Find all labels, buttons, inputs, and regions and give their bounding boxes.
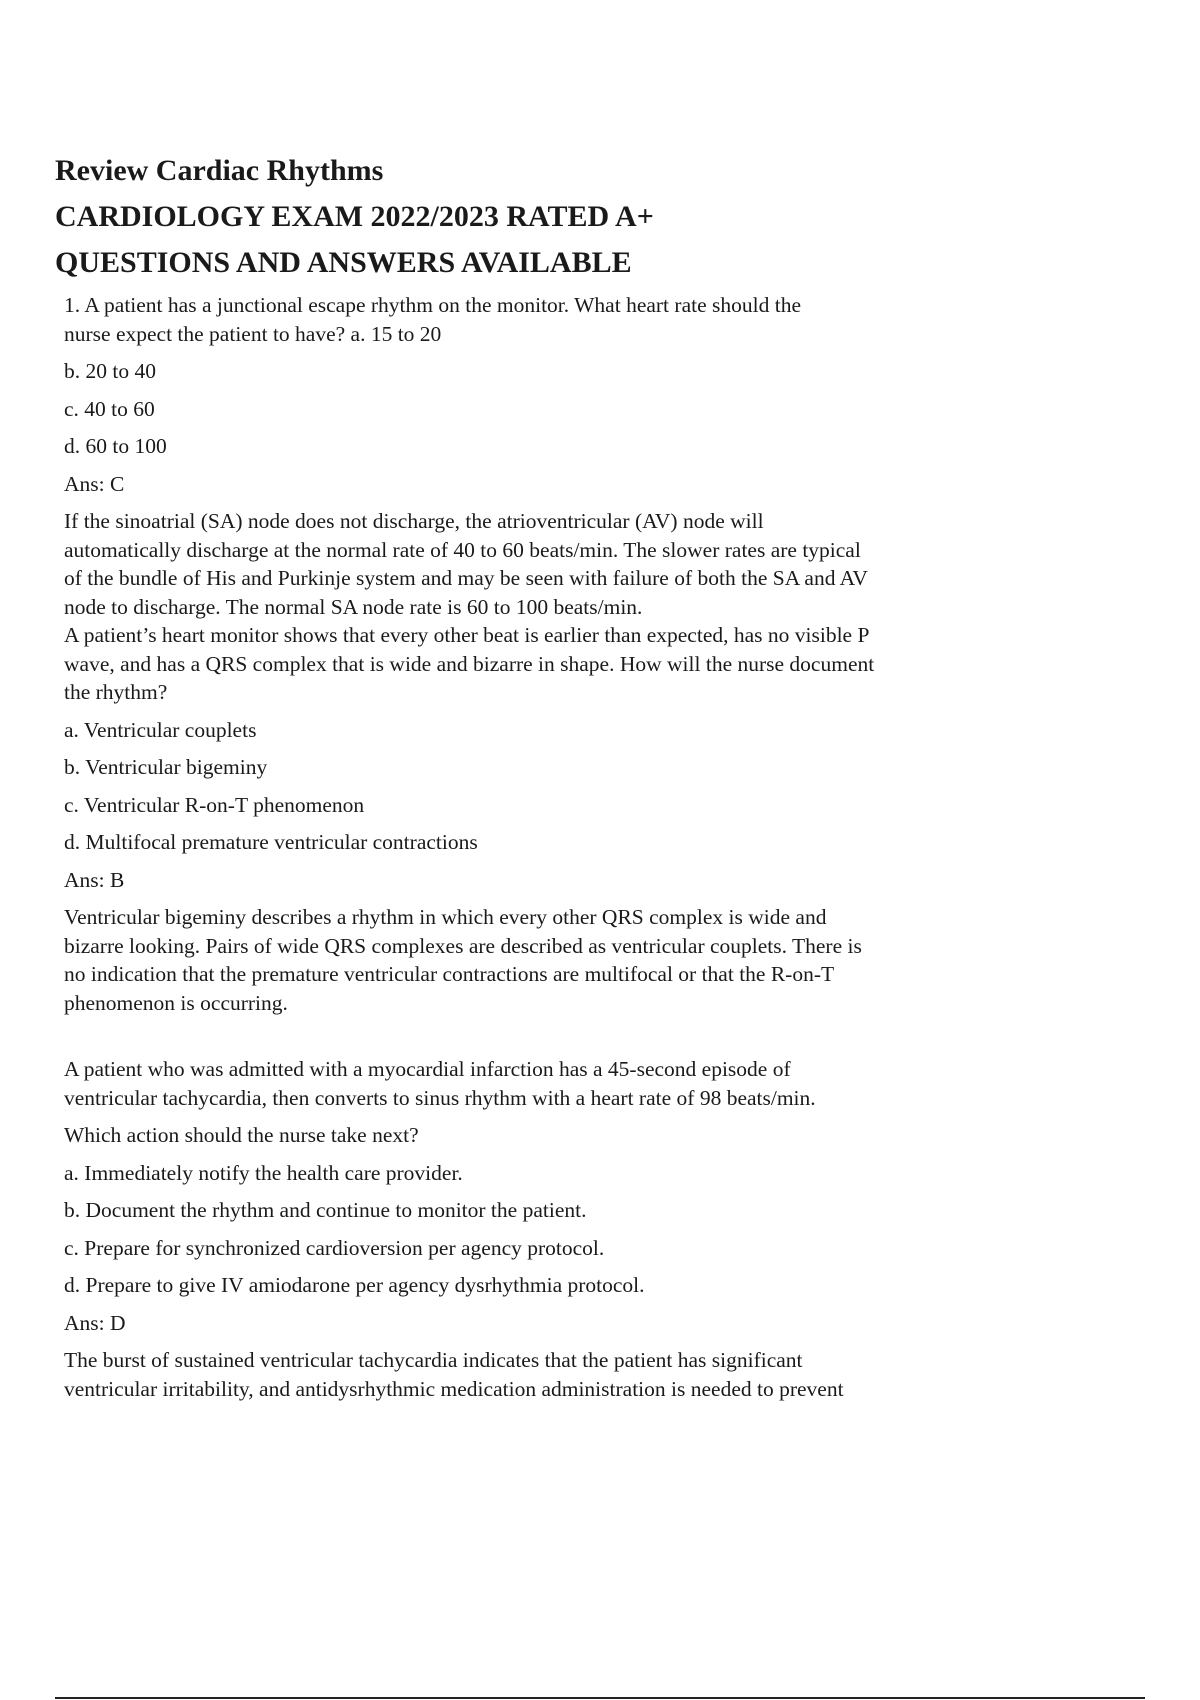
title-line-2: CARDIOLOGY EXAM 2022/2023 RATED A+	[55, 200, 654, 233]
q1-option-b: b. 20 to 40	[64, 359, 156, 383]
q1-rationale-line-1: If the sinoatrial (SA) node does not discharge, the atrioventricular (AV) node will	[64, 509, 764, 533]
q2-rationale-line-4: phenomenon is occurring.	[64, 990, 288, 1015]
q2-stem-line-1: A patient’s heart monitor shows that every other beat is earlier than expected, has no visible P	[64, 623, 870, 647]
q1-option-c: c. 40 to 60	[64, 396, 155, 421]
q2-rationale-line-3: no indication that the premature ventricular contractions are multifocal or that the R-on-T	[64, 962, 835, 986]
q3-stem-line-1: A patient who was admitted with a myocardial infarction has a 45-second episode of	[64, 1057, 791, 1081]
q3-answer: Ans: D	[64, 1310, 126, 1335]
q1-rationale-line-2: automatically discharge at the normal rate of 40 to 60 beats/min. The slower rates are typical	[64, 537, 861, 562]
q3-option-c: c. Prepare for synchronized cardioversion per agency protocol.	[64, 1235, 605, 1260]
title-line-1: Review Cardiac Rhythms	[55, 154, 384, 187]
q2-option-c: c. Ventricular R-on-T phenomenon	[64, 792, 365, 817]
q2-stem-line-2: wave, and has a QRS complex that is wide and bizarre in shape. How will the nurse document	[64, 651, 875, 676]
q3-rationale-line-1: The burst of sustained ventricular tachycardia indicates that the patient has significant	[64, 1348, 803, 1372]
q2-option-d: d. Multifocal premature ventricular contractions	[64, 830, 478, 854]
q2-stem-line-3: the rhythm?	[64, 680, 168, 704]
q2-rationale	[64, 903, 1004, 1017]
q2-option-b: b. Ventricular bigeminy	[64, 755, 268, 779]
q1-answer: Ans: C	[64, 471, 125, 496]
q3-option-d: d. Prepare to give IV amiodarone per agency dysrhythmia protocol.	[64, 1273, 645, 1297]
q1-rationale	[64, 507, 1004, 621]
q3-rationale	[64, 1346, 1004, 1403]
q3-question: Which action should the nurse take next?	[64, 1123, 419, 1147]
q1-rationale-line-3: of the bundle of His and Purkinje system and may be seen with failure of both the SA and AV	[64, 566, 868, 590]
title-line-3: QUESTIONS AND ANSWERS AVAILABLE	[55, 246, 632, 279]
q1-option-d: d. 60 to 100	[64, 434, 167, 458]
question-1	[64, 291, 1004, 621]
footer-rule	[55, 1697, 1145, 1699]
q1-stem-line-1: 1. A patient has a junctional escape rhythm on the monitor. What heart rate should the	[64, 293, 801, 317]
q2-rationale-line-1: Ventricular bigeminy describes a rhythm in which every other QRS complex is wide and	[64, 905, 827, 929]
document-body	[64, 291, 1004, 1403]
q3-option-a: a. Immediately notify the health care provider.	[64, 1160, 463, 1185]
q3-rationale-line-2: ventricular irritability, and antidysrhythmic medication administration is needed to prevent	[64, 1376, 844, 1401]
q3-stem-line-2: ventricular tachycardia, then converts to sinus rhythm with a heart rate of 98 beats/min.	[64, 1085, 816, 1110]
document-title	[55, 148, 1055, 286]
q2-answer: Ans: B	[64, 867, 125, 892]
question-3	[64, 1055, 1004, 1403]
q3-option-b: b. Document the rhythm and continue to monitor the patient.	[64, 1198, 587, 1222]
q1-rationale-line-4: node to discharge. The normal SA node rate is 60 to 100 beats/min.	[64, 594, 643, 619]
q1-stem-line-2: nurse expect the patient to have? a. 15 to 20	[64, 321, 442, 346]
q2-rationale-line-2: bizarre looking. Pairs of wide QRS complexes are described as ventricular couplets. There is	[64, 933, 862, 958]
q2-option-a: a. Ventricular couplets	[64, 717, 257, 742]
question-2	[64, 621, 1004, 1017]
